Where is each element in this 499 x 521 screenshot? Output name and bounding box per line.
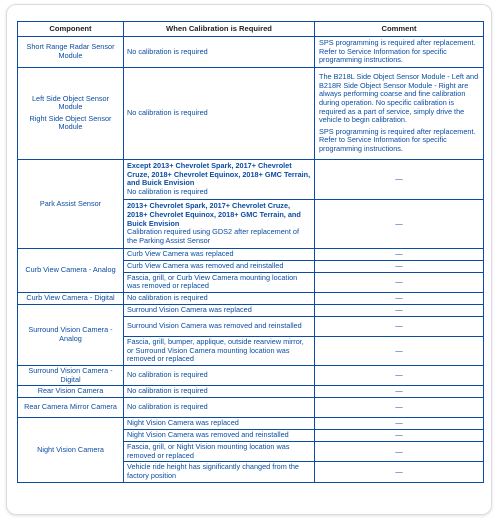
table-row [18,248,484,260]
component-cell: Surround Vision Camera - Analog [18,305,124,366]
component-cell [18,67,124,159]
table-row [18,305,484,317]
component-cell: Curb View Camera - Analog [18,248,124,292]
comment-cell [315,67,484,159]
comment-cell: — [315,442,484,462]
component-cell: Night Vision Camera [18,418,124,482]
component-cell: Short Range Radar Sensor Module [18,37,124,68]
header-row [18,22,484,37]
calibration-table [17,21,484,483]
when-cell: Night Vision Camera was removed and reinstalled [124,430,315,442]
comment-cell: SPS programming is required after replacement. Refer to Service Information for specific programming instructions. [315,37,484,68]
comment-cell: — [315,260,484,272]
comment-cell: — [315,366,484,386]
when-cell: Fascia, grill, or Curb View Camera mounting location was removed or replaced [124,272,315,292]
when-cell: No calibration is required [124,386,315,398]
comment-cell: — [315,398,484,418]
comment-cell: — [315,462,484,482]
comment-cell: — [315,159,484,199]
comment-cell: — [315,305,484,317]
comment-cell: — [315,199,484,248]
component-cell: Rear Camera Mirror Camera [18,398,124,418]
component-cell: Surround Vision Camera - Digital [18,366,124,386]
table-row [18,418,484,430]
comment-cell: — [315,430,484,442]
when-cell: Curb View Camera was removed and reinstalled [124,260,315,272]
comment-cell: — [315,248,484,260]
calibration-text: Calibration required using GDS2 after replacement of the Parking Assist Sensor [127,227,299,245]
when-cell: No calibration is required [124,366,315,386]
component-left: Left Side Object Sensor Module [31,93,110,112]
calibration-text: No calibration is required [127,186,208,196]
when-cell [124,159,315,199]
comment-cell: — [315,337,484,366]
comment-cell: — [315,293,484,305]
vehicle-exception-title: Except 2013+ Chevrolet Spark, 2017+ Chevrolet Cruze, 2018+ Chevrolet Equinox, 2018+ GMC Terrain, and Buick Envision [127,161,311,188]
when-cell: No calibration is required [124,398,315,418]
when-cell: Fascia, grill, bumper, applique, outside rearview mirror, or Surround Vision Camera mounting location was removed or replaced [124,337,315,366]
when-cell: No calibration is required [124,37,315,68]
table-row [18,159,484,199]
comment-cell: — [315,272,484,292]
when-cell [124,199,315,248]
table-row [18,293,484,305]
table-row [18,366,484,386]
table-row [18,386,484,398]
when-cell: Vehicle ride height has significantly changed from the factory position [124,462,315,482]
comment-paragraph: The B218L Side Object Sensor Module - Left and B218R Side Object Sensor Module - Right are always performing coarse and fine calibration during operation. No specific calibration is required as a part of service, simply drive the vehicle to begin calibration. [319,72,479,125]
when-cell: Surround Vision Camera was replaced [124,305,315,317]
table-row [18,37,484,68]
header-component: Component [18,22,124,37]
when-cell: Fascia, grill, or Night Vision mounting location was removed or replaced [124,442,315,462]
comment-cell: — [315,386,484,398]
table-row [18,67,484,159]
table-row [18,398,484,418]
comment-paragraph: SPS programming is required after replacement. Refer to Service Information for specific programming instructions. [319,126,476,153]
component-cell: Rear Vision Camera [18,386,124,398]
header-comment: Comment [315,22,484,37]
when-cell: Night Vision Camera was replaced [124,418,315,430]
component-cell: Park Assist Sensor [18,159,124,248]
comment-cell: — [315,317,484,337]
header-when: When Calibration is Required [124,22,315,37]
when-cell: Curb View Camera was replaced [124,248,315,260]
when-cell: No calibration is required [124,67,315,159]
component-right: Right Side Object Sensor Module [29,113,112,132]
comment-cell: — [315,418,484,430]
component-cell: Curb View Camera - Digital [18,293,124,305]
when-cell: No calibration is required [124,293,315,305]
when-cell: Surround Vision Camera was removed and reinstalled [124,317,315,337]
vehicle-list-title: 2013+ Chevrolet Spark, 2017+ Chevrolet Cruze, 2018+ Chevrolet Equinox, 2018+ GMC Terrain, and Buick Envision [127,201,301,228]
